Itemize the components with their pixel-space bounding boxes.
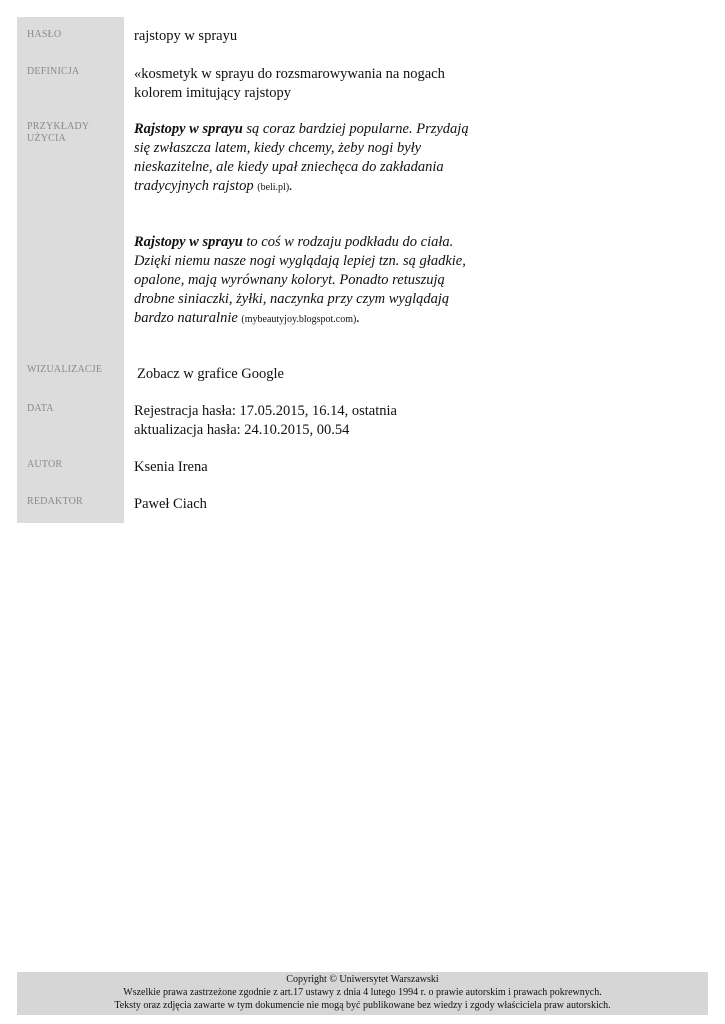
example-1-end: .	[289, 178, 293, 194]
data-value	[134, 402, 397, 440]
autor-label: AUTOR	[27, 459, 63, 470]
example-2-source: (mybeautyjoy.blogspot.com)	[241, 314, 357, 325]
przyklady-label: PRZYKŁADY UŻYCIA	[27, 121, 89, 144]
definicja-value: «kosmetyk w sprayu do rozsmarowywania na nogach kolorem imitujący rajstopy	[134, 66, 445, 101]
autor-value: Ksenia Irena	[134, 459, 208, 475]
wizualizacje-value	[137, 365, 284, 384]
label-column-background	[17, 17, 124, 523]
haslo-value: rajstopy w sprayu	[134, 28, 238, 44]
footer-copyright: Copyright © Uniwersytet Warszawski	[286, 974, 439, 985]
redaktor-value: Paweł Ciach	[134, 496, 207, 512]
example-2-term: Rajstopy w sprayu	[134, 234, 243, 250]
data-label: DATA	[27, 403, 54, 414]
example-1	[134, 120, 474, 197]
redaktor-label: REDAKTOR	[27, 496, 83, 507]
example-2-end: .	[356, 310, 360, 326]
data-line-1: Rejestracja hasła: 17.05.2015, 16.14, ostatnia	[134, 403, 397, 419]
data-line-2: aktualizacja hasła: 24.10.2015, 00.54	[134, 422, 350, 438]
haslo-label: HASŁO	[27, 29, 62, 40]
definicja-label: DEFINICJA	[27, 66, 80, 77]
footer-notice: Teksty oraz zdjęcia zawarte w tym dokumencie nie mogą być publikowane bez wiedzy i zgody właściciela praw autorskich.	[114, 1000, 611, 1011]
example-2	[134, 233, 474, 329]
example-1-source: (beli.pl)	[257, 182, 290, 193]
footer-rights: Wszelkie prawa zastrzeżone zgodnie z art.17 ustawy z dnia 4 lutego 1994 r. o prawie autorskim i prawach pokrewnych.	[123, 987, 602, 998]
example-2-text: to coś w rodzaju podkładu do ciała. Dzięki niemu nasze nogi wyglądają lepiej tzn. są gładkie, opalone, mają wyrównany koloryt. Ponadto retuszują drobne siniaczki, żyłki, naczynka przy czym wyglądają bardzo naturalnie	[134, 234, 466, 326]
copyright-footer	[17, 972, 708, 1015]
google-images-link[interactable]: Zobacz w grafice Google	[137, 366, 284, 382]
example-1-text: są coraz bardziej popularne. Przydają się zwłaszcza latem, kiedy chcemy, żeby nogi były nieskazitelne, ale kiedy upał zniechęca do zakładania tradycyjnych rajstop	[134, 121, 469, 194]
wizualizacje-label: WIZUALIZACJE	[27, 364, 103, 375]
example-1-term: Rajstopy w sprayu	[134, 121, 243, 137]
